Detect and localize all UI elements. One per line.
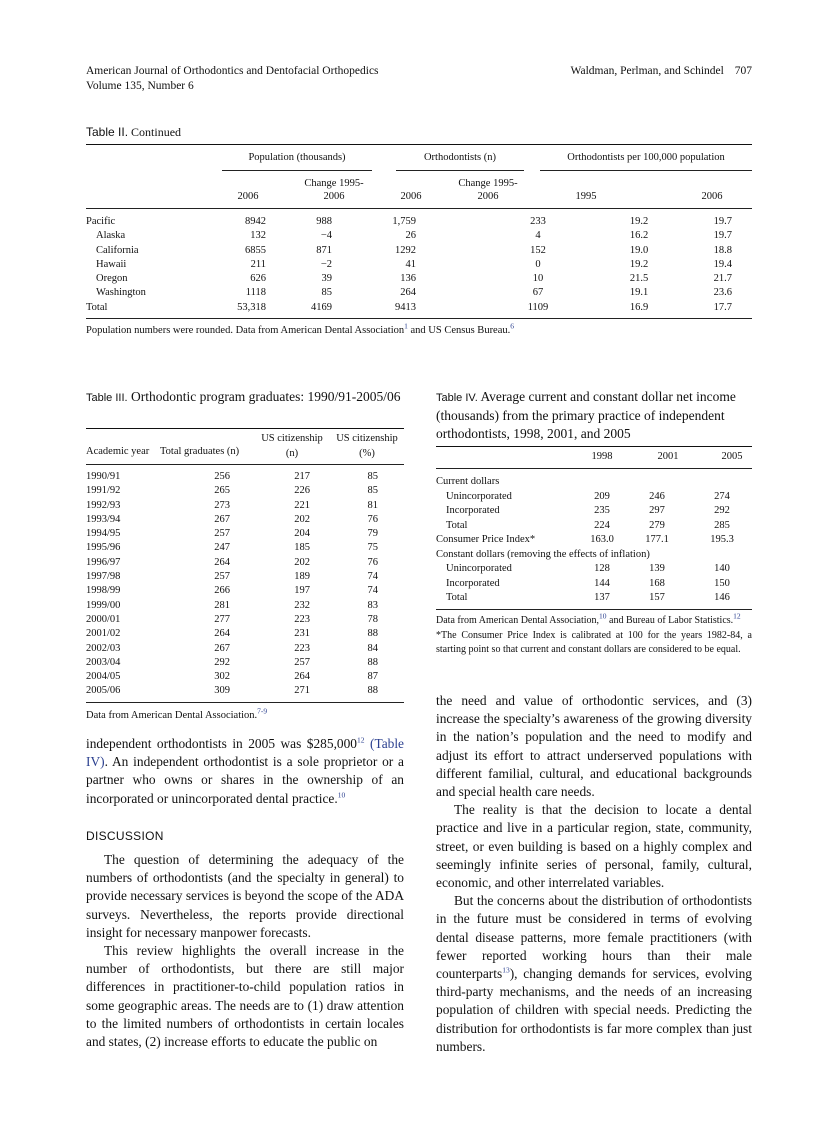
cell: 209 — [594, 490, 610, 502]
rp3a: But the concerns about the distribution of orthodontists in the future must be considered in terms of evolving dental disease patterns, more female practitioners (with fewer reported working hours than their male counterparts — [436, 893, 752, 982]
cell: 152 — [530, 244, 546, 256]
cell: 81 — [367, 499, 378, 511]
cell: 21.7 — [713, 273, 732, 285]
cell: 273 — [214, 499, 230, 511]
table-row — [86, 556, 404, 570]
table3-header-rule — [86, 464, 404, 465]
cell: 76 — [367, 556, 378, 568]
cell: 224 — [594, 519, 610, 531]
cell: 271 — [294, 685, 310, 697]
cell: 265 — [214, 485, 230, 497]
table2-group-rule-3 — [540, 170, 752, 171]
table-row — [436, 533, 752, 548]
discussion-heading: DISCUSSION — [86, 828, 164, 843]
row-label: Unincorporated — [446, 563, 512, 574]
cell: 39 — [321, 273, 332, 285]
t3-h-year: Academic year — [86, 446, 150, 457]
cell: 185 — [294, 542, 310, 554]
cell: 2004/05 — [86, 671, 121, 683]
rp3b: ), changing demands for services, evolving third-party mechanisms, and the needs of an increasing population of children with special needs. Predicting the distribution for orthodontists is far more complex than just numbers. — [436, 966, 752, 1054]
right-para-2: The reality is that the decision to locate a dental practice and live in a particular region, state, community, street, or even building is based on a highly complex and seemingly infinite series of personal, family, cultural, economic, and other interrelated variables. — [436, 802, 752, 891]
t2-fn-text: Population numbers were rounded. Data from American Dental Association — [86, 325, 405, 336]
table-row — [86, 570, 404, 584]
cell: 1118 — [245, 287, 266, 299]
t2-col-change-b: Change 1995-2006 — [458, 178, 518, 202]
cell: 267 — [214, 513, 230, 525]
cell: 8942 — [245, 216, 266, 227]
cell: 233 — [530, 216, 546, 227]
cell: 226 — [294, 485, 310, 497]
t4-fn-text2: and Bureau of Labor Statistics. — [606, 615, 734, 626]
table-row — [436, 577, 752, 592]
table-row — [436, 519, 752, 534]
table-row — [86, 642, 404, 656]
cell: 232 — [294, 599, 310, 611]
table2-group-orthodontists: Orthodontists (n) — [423, 152, 497, 163]
table-row — [86, 627, 404, 641]
cell: 83 — [367, 599, 378, 611]
lp1b: . An independent orthodontist is a sole proprietor or a partner who owns or shares in the ownership of an incorporated or unincorporated dental practice. — [86, 754, 404, 806]
table2-bottom-rule — [86, 318, 752, 319]
table2-label: Table II. — [86, 125, 129, 139]
table4-footnote — [436, 611, 752, 658]
row-label: Current dollars — [436, 476, 500, 487]
journal-title: American Journal of Orthodontics and Dentofacial Orthopedics — [86, 65, 379, 77]
cell: 264 — [214, 628, 230, 640]
cell: 2001/02 — [86, 628, 121, 640]
left-para-3: This review highlights the overall increase in the number of orthodontists, but there are still major differences in practitioner-to-child population ratios in some geographic areas. The needs are to (1) draw attention to the limited numbers of orthodontists in certain locales and states, (2) increase efforts to educate the public on — [86, 943, 404, 1050]
cell: 871 — [316, 244, 332, 256]
table2-group-per100k: Orthodontists per 100,000 population — [567, 152, 725, 163]
cell: 257 — [214, 528, 230, 540]
table-row — [436, 548, 752, 563]
cell: 16.9 — [629, 301, 649, 313]
cell: 204 — [294, 528, 310, 540]
table3-footnote — [86, 706, 268, 723]
cell: 1990/91 — [86, 471, 121, 482]
cell: 1997/98 — [86, 571, 121, 583]
cell: 221 — [294, 499, 310, 511]
t4-fn-ref2[interactable]: 12 — [733, 611, 741, 621]
table-row — [86, 229, 752, 243]
cell: 277 — [214, 613, 230, 625]
cell: 26 — [405, 230, 416, 242]
cell: −4 — [320, 230, 332, 242]
table-row — [86, 215, 752, 229]
table-row — [86, 244, 752, 258]
table-row — [86, 670, 404, 684]
spacer — [446, 215, 474, 229]
lp1-ref1[interactable]: 12 — [357, 735, 365, 745]
cell: 274 — [714, 490, 730, 502]
cell: 79 — [367, 528, 378, 540]
cell: 157 — [649, 592, 665, 603]
spacer — [446, 301, 474, 315]
table3-bottom-rule — [86, 702, 404, 703]
journal-volume: Volume 135, Number 6 — [86, 80, 194, 92]
cell: 292 — [214, 656, 230, 668]
cell: 297 — [649, 505, 665, 516]
table-row — [86, 684, 404, 698]
t3-h-usn: US citizenship (n) — [261, 433, 323, 459]
cell: 1994/95 — [86, 528, 121, 540]
row-label: Consumer Price Index* — [436, 534, 536, 545]
table2 — [86, 215, 752, 315]
cell: 144 — [594, 577, 610, 589]
left-column — [86, 735, 404, 1051]
table4-header-rule — [436, 468, 752, 469]
cell: 19.4 — [713, 258, 732, 270]
table4 — [436, 475, 752, 606]
cell: 4169 — [311, 301, 332, 313]
table4-label: Table IV. — [436, 392, 478, 404]
page-number: 707 — [734, 65, 752, 77]
cell: 139 — [649, 563, 665, 574]
t4-h-1998: 1998 — [591, 451, 613, 462]
table-row — [86, 499, 404, 513]
cell: 2000/01 — [86, 613, 121, 625]
cell: 235 — [594, 505, 610, 516]
row-label: Incorporated — [446, 577, 500, 589]
t2-col-2006b: 2006 — [400, 191, 422, 202]
cell: 197 — [294, 585, 310, 597]
cell: 626 — [250, 273, 266, 285]
cell: 67 — [532, 287, 544, 299]
cell: 150 — [714, 577, 730, 589]
cell: 256 — [214, 471, 230, 482]
cell: 217 — [294, 471, 310, 482]
cell: 128 — [594, 563, 610, 574]
cell: 75 — [367, 542, 378, 554]
cell: 76 — [367, 513, 378, 525]
lp1a: independent orthodontists in 2005 was $285,000 — [86, 736, 358, 751]
cell: 168 — [649, 577, 665, 589]
cell: 2003/04 — [86, 656, 121, 668]
t4-h-2005: 2005 — [721, 451, 743, 462]
cell: 19.7 — [713, 216, 732, 227]
cell: 16.2 — [629, 230, 649, 242]
cell: 137 — [594, 592, 610, 603]
spacer — [446, 258, 474, 272]
right-column — [436, 692, 752, 1056]
cell: 1292 — [395, 244, 416, 256]
cell: 1,759 — [392, 216, 416, 227]
row-label: Alaska — [96, 230, 126, 242]
cell: 132 — [250, 230, 266, 242]
table-row — [86, 258, 752, 272]
cell: 136 — [400, 273, 416, 285]
table2-group-rule-2 — [396, 170, 524, 171]
cell: 21.5 — [629, 273, 649, 285]
cell: 74 — [367, 571, 378, 583]
cell: 266 — [214, 585, 230, 597]
table-row — [86, 613, 404, 627]
table-row — [86, 527, 404, 541]
cell: 10 — [532, 273, 544, 285]
cell: 988 — [316, 216, 332, 227]
cell: 88 — [367, 685, 378, 697]
cell: 4 — [535, 230, 541, 242]
running-header-right — [571, 64, 752, 79]
table-row — [86, 513, 404, 527]
table-row — [436, 504, 752, 519]
cell: 267 — [214, 642, 230, 654]
cell: 285 — [714, 519, 730, 531]
authors: Waldman, Perlman, and Schindel — [570, 65, 724, 77]
cell: 41 — [405, 258, 416, 270]
cell: 18.8 — [713, 244, 732, 256]
table4-bottom-rule — [436, 609, 752, 610]
cell: 1996/97 — [86, 556, 121, 568]
cell: 195.3 — [710, 534, 734, 545]
t4-fn-cpi: *The Consumer Price Index is calibrated at 100 for the years 1982-84, a starting point so that current and constant dollars are considered to be equal. — [436, 629, 752, 655]
cell: 19.7 — [713, 230, 732, 242]
t3-fn-ref[interactable]: 7-9 — [257, 706, 268, 716]
t2-col-2006a: 2006 — [237, 191, 259, 202]
cell: −2 — [320, 258, 332, 270]
spacer — [446, 286, 474, 300]
table4-caption — [436, 388, 752, 443]
table4-caption-text: Average current and constant dollar net income (thousands) from the primary practice of independent orthodontists, 1998, 2001, and 2005 — [436, 389, 736, 441]
rp3-ref[interactable]: 13 — [502, 965, 510, 975]
t3-fn-text: Data from American Dental Association. — [86, 710, 258, 721]
cell: 202 — [294, 556, 310, 568]
cell: 17.7 — [713, 301, 732, 313]
table-iv-link[interactable]: (Table IV) — [86, 736, 404, 770]
row-label: Total — [446, 592, 468, 603]
table2-header-rule — [86, 208, 752, 209]
t2-col-2006c: 2006 — [701, 191, 723, 202]
table2-top-rule — [86, 144, 752, 145]
row-label: Incorporated — [446, 505, 500, 516]
t2-col-change-a: Change 1995-2006 — [304, 178, 364, 202]
right-para-3 — [436, 892, 752, 1056]
cell: 189 — [294, 571, 310, 583]
cell: 85 — [321, 287, 332, 299]
row-label: Total — [446, 519, 468, 531]
t4-h-2001: 2001 — [657, 451, 679, 462]
table3-top-rule — [86, 428, 404, 429]
cell: 53,318 — [237, 301, 266, 313]
cell: 1992/93 — [86, 499, 121, 511]
table2-caption — [86, 125, 181, 140]
table-row — [86, 584, 404, 598]
table-row — [86, 470, 404, 484]
cell: 281 — [214, 599, 230, 611]
cell: 23.6 — [713, 287, 732, 299]
row-label: Unincorporated — [446, 490, 512, 502]
cell: 292 — [714, 505, 730, 516]
cell: 264 — [294, 671, 310, 683]
left-para-1 — [86, 735, 404, 808]
t2-fn-ref1[interactable]: 1 — [404, 321, 408, 331]
cell: 0 — [535, 258, 541, 270]
cell: 257 — [214, 571, 230, 583]
row-label: Washington — [96, 287, 146, 299]
table-row — [436, 591, 752, 606]
cell: 2002/03 — [86, 642, 121, 654]
table-row — [86, 541, 404, 555]
t2-fn-ref2[interactable]: 6 — [510, 321, 515, 331]
table-row — [86, 484, 404, 498]
cell: 1109 — [527, 301, 549, 313]
lp1-ref2[interactable]: 10 — [337, 790, 346, 800]
row-label: Constant dollars (removing the effects of inflation) — [436, 548, 650, 560]
table-row — [86, 656, 404, 670]
cell: 78 — [367, 613, 378, 625]
spacer — [446, 272, 474, 286]
cell: 140 — [714, 563, 730, 574]
table3-label: Table III. — [86, 392, 128, 404]
cell: 1993/94 — [86, 513, 121, 525]
cell: 88 — [367, 628, 378, 640]
table3-caption — [86, 388, 404, 407]
table-row — [86, 272, 752, 286]
row-label: Total — [86, 301, 108, 313]
t3-h-uspct: US citizenship (%) — [336, 433, 398, 459]
spacer — [446, 244, 474, 258]
cell: 19.1 — [629, 287, 649, 299]
table-row — [86, 286, 752, 300]
table-row — [436, 475, 752, 490]
cell: 1999/00 — [86, 599, 121, 611]
cell: 19.2 — [629, 258, 649, 270]
table-row — [86, 301, 752, 315]
cell: 257 — [294, 656, 310, 668]
cell: 302 — [214, 671, 230, 683]
cell: 264 — [214, 556, 230, 568]
cell: 88 — [367, 656, 378, 668]
row-label: California — [96, 244, 139, 256]
cell: 223 — [294, 642, 310, 654]
cell: 279 — [649, 519, 665, 531]
row-label: Pacific — [86, 216, 116, 227]
cell: 247 — [214, 542, 230, 554]
spacer — [446, 229, 474, 243]
cell: 85 — [367, 471, 378, 482]
cell: 87 — [367, 671, 378, 683]
cell: 146 — [714, 592, 730, 603]
cell: 84 — [367, 642, 378, 654]
running-header-journal — [86, 64, 379, 94]
row-label: Hawaii — [96, 258, 127, 270]
table-row — [436, 490, 752, 505]
t4-fn-ref1[interactable]: 10 — [599, 611, 607, 621]
cell: 231 — [294, 628, 310, 640]
cell: 246 — [649, 490, 665, 502]
t4-fn-text: Data from American Dental Association, — [436, 615, 600, 626]
cell: 163.0 — [590, 534, 614, 545]
cell: 1991/92 — [86, 485, 121, 497]
cell: 1998/99 — [86, 585, 121, 597]
cell: 85 — [367, 485, 378, 497]
table-row — [86, 599, 404, 613]
cell: 19.2 — [629, 216, 649, 227]
cell: 223 — [294, 613, 310, 625]
table2-caption-text: Continued — [131, 125, 182, 139]
cell: 6855 — [245, 244, 266, 256]
cell: 264 — [400, 287, 416, 299]
cell: 19.0 — [629, 244, 649, 256]
cell: 1995/96 — [86, 542, 121, 554]
t2-col-1995: 1995 — [575, 191, 597, 202]
t2-fn-text2: and US Census Bureau. — [407, 325, 511, 336]
cell: 202 — [294, 513, 310, 525]
cell: 309 — [214, 685, 230, 697]
right-para-1: the need and value of orthodontic services, and (3) increase the specialty’s awareness of the growing diversity in the nation’s population and the need to modify and adjust its effort to attract underserved populations with different familial, cultural, and educational backgrounds and special health care needs. — [436, 693, 752, 800]
table2-group-population: Population (thousands) — [248, 152, 346, 163]
table2-footnote — [86, 321, 515, 338]
table4-top-rule — [436, 446, 752, 447]
t3-h-total: Total graduates (n) — [160, 446, 240, 457]
table2-group-rule-1 — [222, 170, 372, 171]
cell: 74 — [367, 585, 378, 597]
row-label: Oregon — [96, 273, 128, 285]
cell: 177.1 — [645, 534, 669, 545]
left-para-2: The question of determining the adequacy of the numbers of orthodontists (and the specialty in general) to provide necessary services is beyond the scope of the ADA surveys. Nevertheless, the reports provide directional insight for necessary manpower forecasts. — [86, 852, 404, 940]
table3-caption-text: Orthodontic program graduates: 1990/91-2005/06 — [130, 389, 401, 404]
cell: 211 — [250, 258, 266, 270]
table-row — [436, 562, 752, 577]
cell: 9413 — [395, 301, 416, 313]
cell: 2005/06 — [86, 685, 121, 697]
table3 — [86, 470, 404, 699]
